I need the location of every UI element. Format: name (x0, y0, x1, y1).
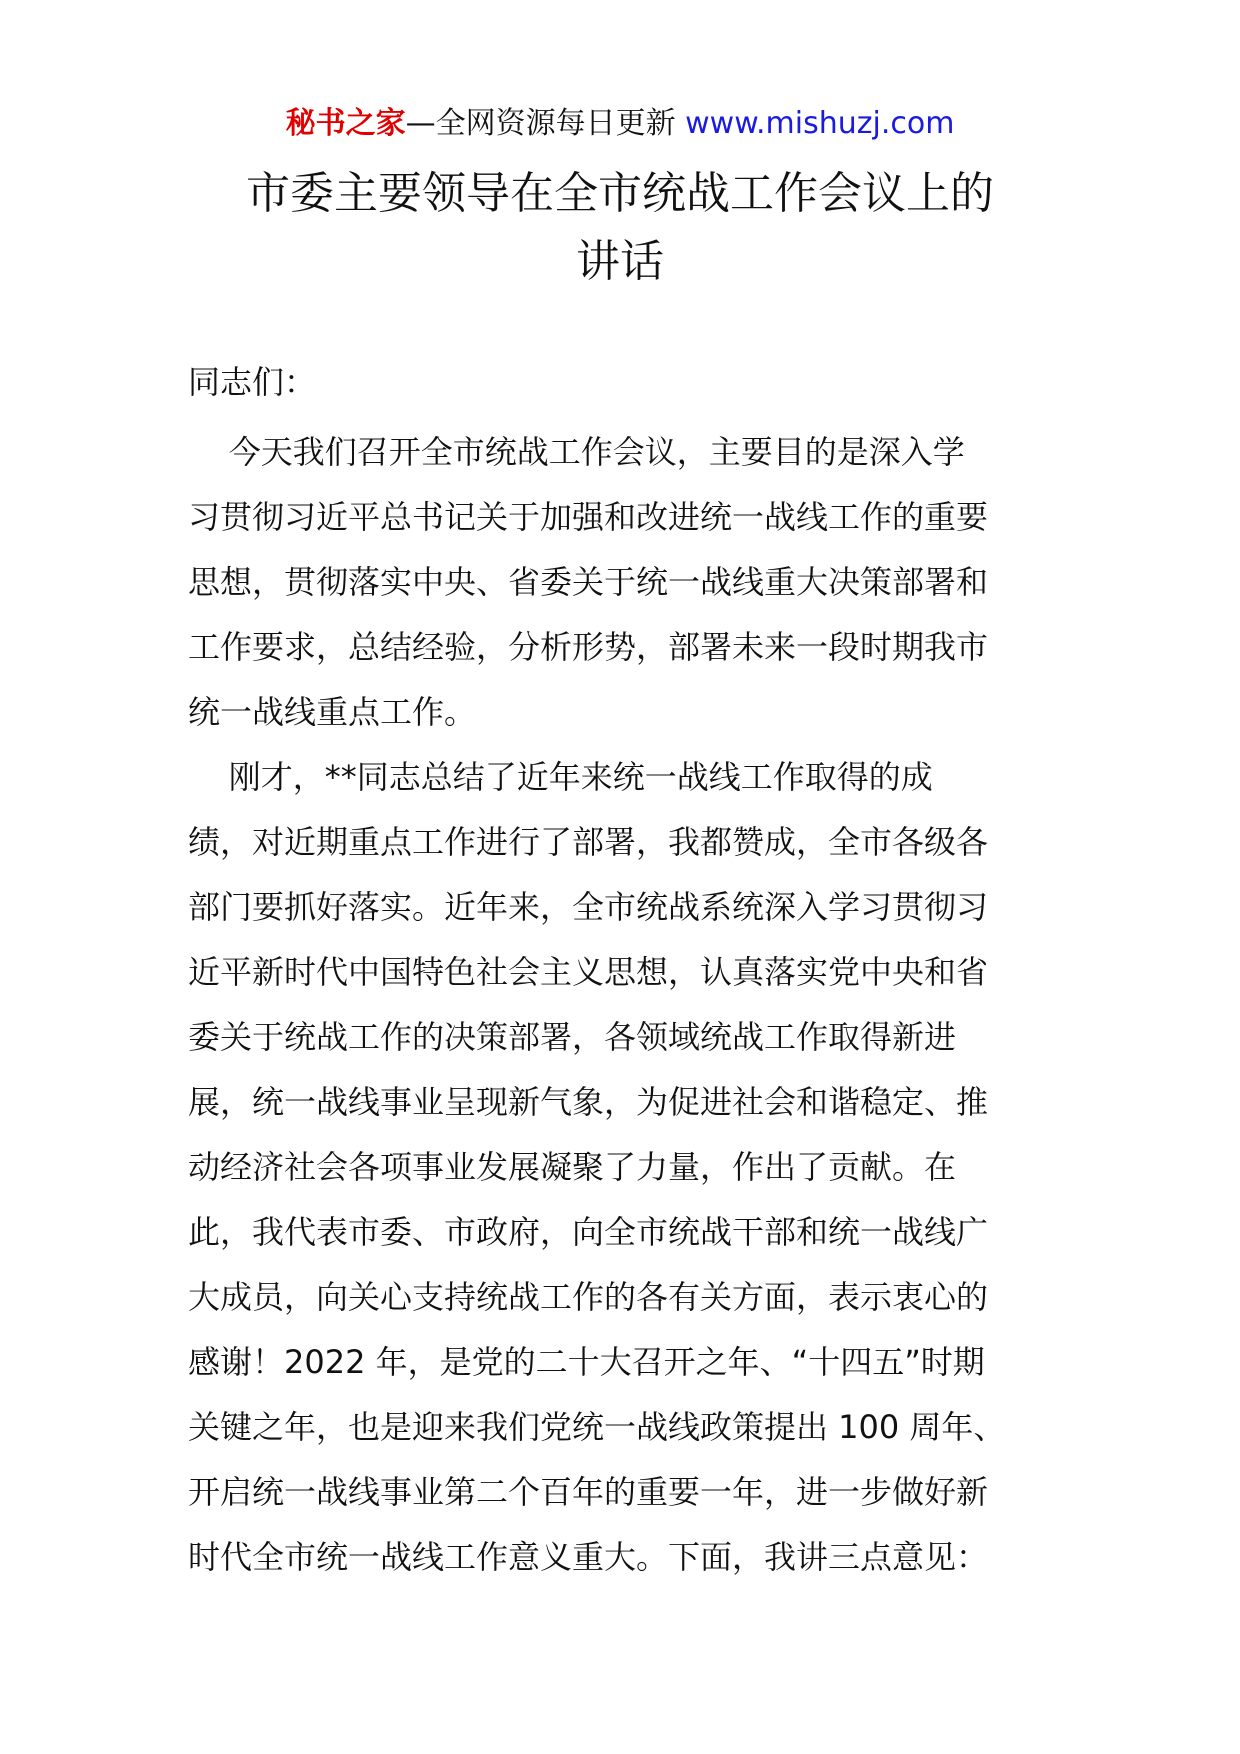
document-title (180, 160, 1060, 296)
site-header (0, 102, 1240, 146)
paragraph-line: 感谢！2022 年，是党的二十大召开之年、“十四五”时期 (188, 1343, 985, 1381)
paragraph-line: 开启统一战线事业第二个百年的重要一年，进一步做好新 (188, 1473, 989, 1511)
title-line-1: 市委主要领导在全市统战工作会议上的 (246, 168, 994, 219)
paragraph-line: 展，统一战线事业呈现新气象，为促进社会和谐稳定、推 (188, 1083, 989, 1121)
brand-name: 秘书之家 (285, 106, 406, 141)
paragraph-line: 统一战线重点工作。 (188, 693, 477, 731)
site-url-link[interactable]: www.mishuzj.com (685, 106, 955, 141)
paragraph-line: 今天我们召开全市统战工作会议，主要目的是深入学 (188, 433, 965, 471)
paragraph-line: 关键之年，也是迎来我们党统一战线政策提出 100 周年、 (188, 1408, 1006, 1446)
paragraph-line: 动经济社会各项事业发展凝聚了力量，作出了贡献。在 (188, 1148, 957, 1186)
header-slogan: —全网资源每日更新 (405, 106, 686, 141)
paragraph-line: 时代全市统一战线工作意义重大。下面，我讲三点意见： (188, 1538, 989, 1576)
paragraph-line: 委关于统战工作的决策部署，各领域统战工作取得新进 (188, 1018, 957, 1056)
paragraph-line: 部门要抓好落实。近年来，全市统战系统深入学习贯彻习 (188, 888, 989, 926)
title-line-2: 讲话 (576, 236, 664, 287)
paragraph-2 (188, 745, 1054, 1590)
paragraph-line: 思想，贯彻落实中央、省委关于统一战线重大决策部署和 (188, 563, 989, 601)
paragraph-line: 近平新时代中国特色社会主义思想，认真落实党中央和省 (188, 953, 989, 991)
paragraph-line: 习贯彻习近平总书记关于加强和改进统一战线工作的重要 (188, 498, 989, 536)
paragraph-line: 大成员，向关心支持统战工作的各有关方面，表示衷心的 (188, 1278, 989, 1316)
paragraph-line: 此，我代表市委、市政府，向全市统战干部和统一战线广 (188, 1213, 989, 1251)
paragraph-1 (188, 420, 1054, 745)
paragraph-line: 绩，对近期重点工作进行了部署，我都赞成，全市各级各 (188, 823, 989, 861)
salutation: 同志们： (188, 363, 317, 401)
paragraph-line: 工作要求，总结经验，分析形势，部署未来一段时期我市 (188, 628, 989, 666)
paragraph-line: 刚才，**同志总结了近年来统一战线工作取得的成 (188, 758, 933, 796)
